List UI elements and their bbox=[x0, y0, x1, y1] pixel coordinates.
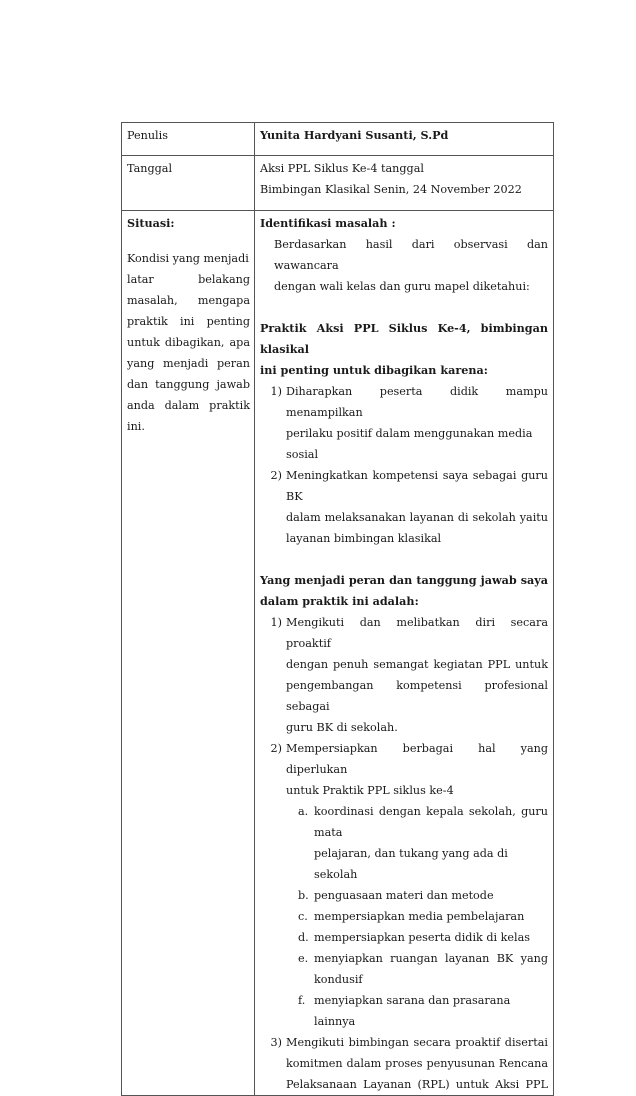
desc-line: Kondisi yang menjadi bbox=[127, 252, 249, 265]
sub-item bbox=[260, 801, 548, 885]
item-number: 1) bbox=[270, 616, 282, 629]
desc-line: praktik ini penting bbox=[127, 315, 250, 328]
sub-item bbox=[260, 927, 548, 948]
value-tanggal bbox=[255, 156, 554, 211]
desc-line: dan tanggung jawab bbox=[127, 378, 250, 391]
situasi-label-cell bbox=[122, 211, 255, 1096]
desc-line: ini. bbox=[127, 420, 145, 433]
row-situasi bbox=[122, 211, 554, 1096]
reason-item bbox=[260, 381, 548, 465]
heading-identifikasi: Identifikasi masalah : bbox=[260, 216, 396, 230]
sub-line: kondusif bbox=[314, 973, 363, 986]
heading-praktik: Praktik Aksi PPL Siklus Ke-4, bimbingan klasikal bbox=[260, 321, 548, 356]
row-penulis bbox=[122, 123, 554, 156]
situasi-description bbox=[127, 248, 250, 437]
item-line: komitmen dalam proses penyusunan Rencana bbox=[286, 1057, 548, 1070]
item-line: dengan penuh semangat kegiatan PPL untuk bbox=[286, 658, 548, 671]
item-line: Diharapkan peserta didik mampu menampilkan bbox=[286, 385, 548, 419]
sub-item bbox=[260, 948, 548, 990]
desc-line: latar belakang bbox=[127, 273, 250, 286]
item-line: Mengikuti dan melibatkan diri secara proaktif bbox=[286, 616, 548, 650]
desc-line: anda dalam praktik bbox=[127, 399, 250, 412]
item-line: Meningkatkan kompetensi saya sebagai guru BK bbox=[286, 469, 548, 503]
intro-line: Berdasarkan hasil dari observasi dan wawancara bbox=[274, 238, 548, 272]
item-line: Mengikuti bimbingan secara proaktif disertai bbox=[286, 1036, 548, 1049]
role-item bbox=[260, 1032, 548, 1095]
item-line: layanan bimbingan klasikal bbox=[286, 532, 442, 545]
heading-peran: dalam praktik ini adalah: bbox=[260, 594, 419, 608]
sub-letter: f. bbox=[298, 994, 306, 1007]
sub-item bbox=[260, 906, 548, 927]
label-penulis: Penulis bbox=[122, 123, 255, 156]
item-line: dalam melaksanakan layanan di sekolah yaitu bbox=[286, 511, 548, 524]
item-number: 3) bbox=[270, 1036, 282, 1049]
item-line: Pelaksanaan Layanan (RPL) untuk Aksi PPL bbox=[286, 1078, 548, 1091]
sub-item bbox=[260, 885, 548, 906]
desc-line: yang menjadi peran bbox=[127, 357, 250, 370]
item-line: perilaku positif dalam menggunakan media sosial bbox=[286, 427, 533, 461]
sub-line: mempersiapkan media pembelajaran bbox=[314, 910, 525, 923]
sub-letter: b. bbox=[298, 889, 309, 902]
item-line: Mempersiapkan berbagai hal yang diperlukan bbox=[286, 742, 548, 776]
sub-letter: e. bbox=[298, 952, 309, 965]
reason-item bbox=[260, 465, 548, 549]
heading-peran: Yang menjadi peran dan tanggung jawab saya bbox=[260, 573, 548, 587]
sub-line: pelajaran, dan tukang yang ada di sekolah bbox=[314, 847, 508, 881]
tanggal-line-2: Bimbingan Klasikal Senin, 24 November 2022 bbox=[260, 183, 522, 196]
value-penulis: Yunita Hardyani Susanti, S.Pd bbox=[255, 123, 554, 156]
item-line: pengembangan kompetensi profesional sebagai bbox=[286, 679, 548, 713]
document-table bbox=[121, 122, 554, 1096]
sub-line: menyiapkan ruangan layanan BK yang bbox=[314, 952, 548, 965]
tanggal-line-1: Aksi PPL Siklus Ke-4 tanggal bbox=[260, 162, 424, 175]
label-tanggal: Tanggal bbox=[122, 156, 255, 211]
desc-line: masalah, mengapa bbox=[127, 294, 250, 307]
sub-line: menyiapkan sarana dan prasarana lainnya bbox=[314, 994, 511, 1028]
item-line: guru BK di sekolah. bbox=[286, 721, 398, 734]
item-number: 2) bbox=[270, 469, 282, 482]
sub-letter: d. bbox=[298, 931, 309, 944]
role-item bbox=[260, 738, 548, 801]
heading-praktik: ini penting untuk dibagikan karena: bbox=[260, 363, 488, 377]
label-situasi: Situasi: bbox=[127, 216, 175, 230]
item-number: 1) bbox=[270, 385, 282, 398]
sub-line: penguasaan materi dan metode bbox=[314, 889, 494, 902]
sub-letter: a. bbox=[298, 805, 309, 818]
sub-letter: c. bbox=[298, 910, 308, 923]
item-line: untuk Praktik PPL siklus ke-4 bbox=[286, 784, 454, 797]
item-number: 2) bbox=[270, 742, 282, 755]
desc-line: untuk dibagikan, apa bbox=[127, 336, 250, 349]
intro-line: dengan wali kelas dan guru mapel diketahui: bbox=[274, 280, 530, 293]
sub-line: koordinasi dengan kepala sekolah, guru mata bbox=[314, 805, 548, 839]
sub-line: mempersiapkan peserta didik di kelas bbox=[314, 931, 531, 944]
situasi-content-cell bbox=[255, 211, 554, 1096]
sub-item bbox=[260, 990, 548, 1032]
role-item bbox=[260, 612, 548, 738]
row-tanggal bbox=[122, 156, 554, 211]
